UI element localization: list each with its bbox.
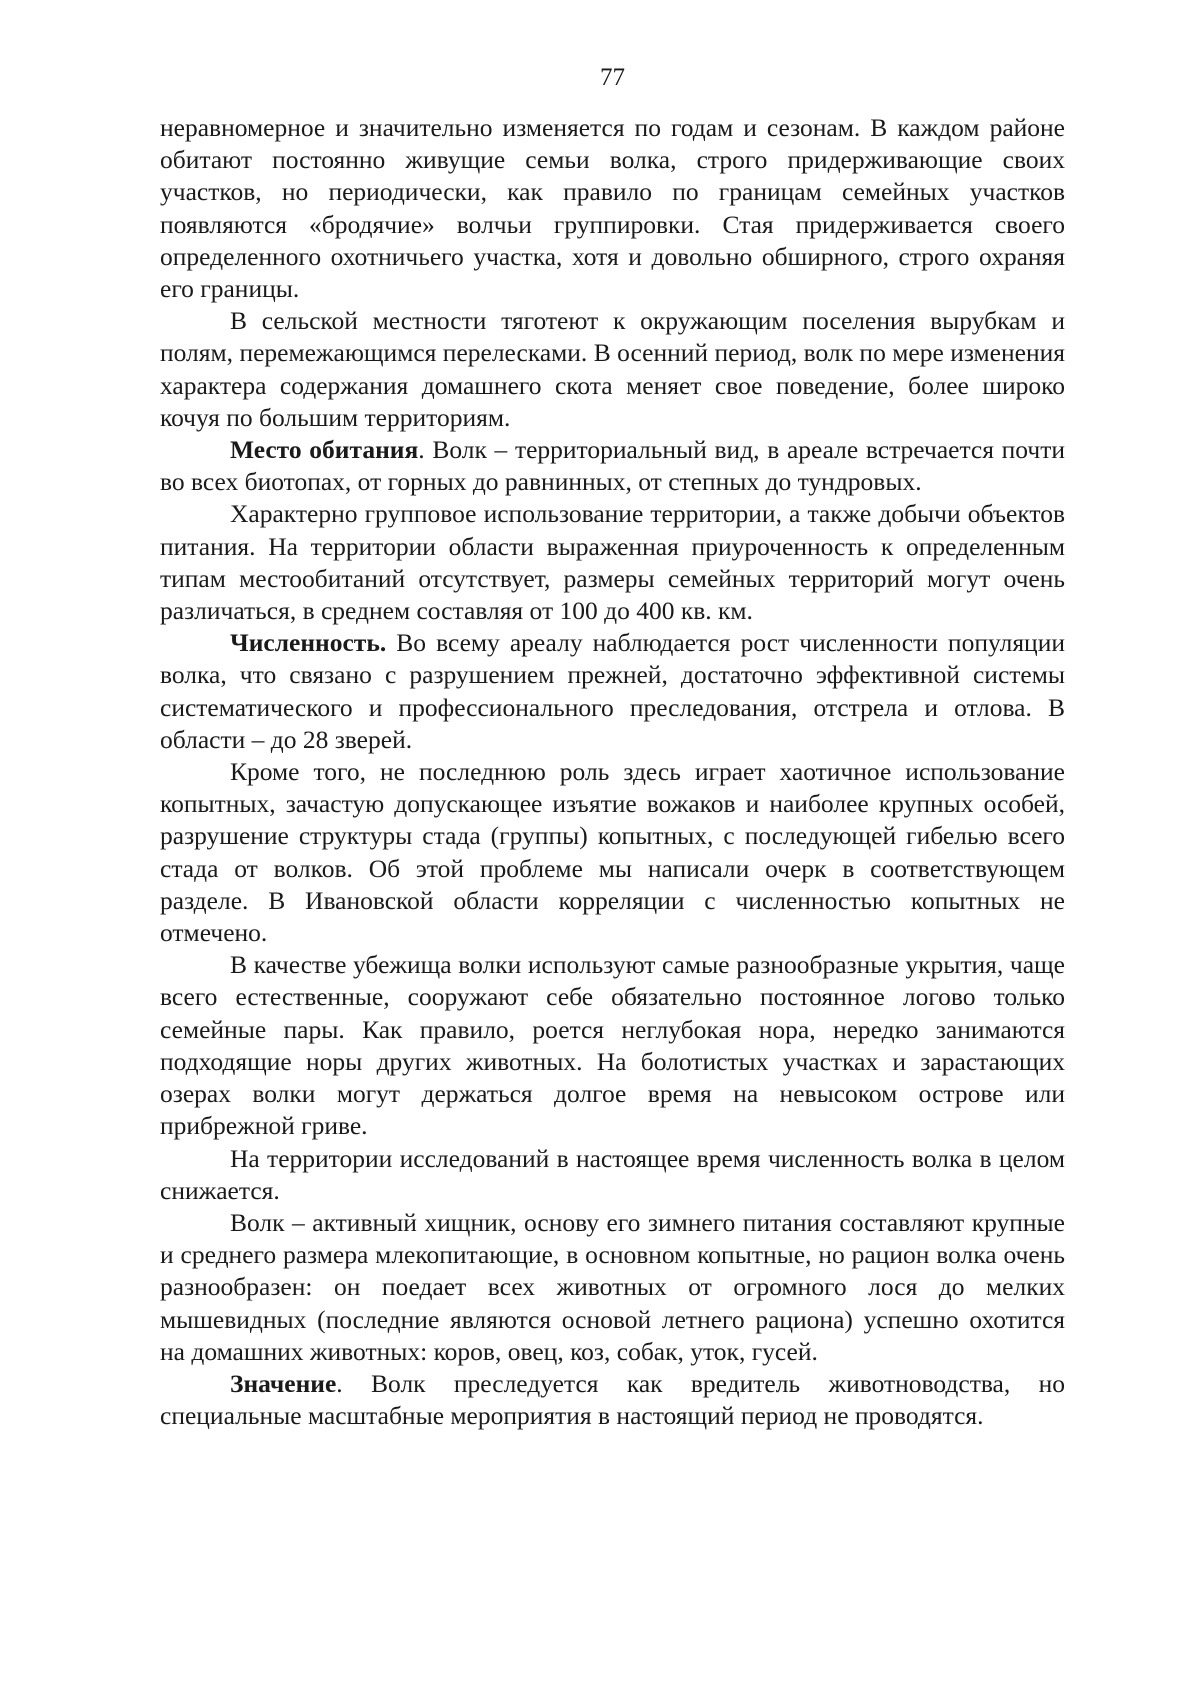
paragraph-text: Кроме того, не последнюю роль здесь играет хаотичное использование копытных, зачастую допускающее изъятие вожаков и наиболее крупных особей, разрушение структуры стада (группы) копытных, с последующей гибелью всего стада от волков. Об этой проблеме мы написали очерк в соответствующем разделе. В Ивановской области корреляции с численностью копытных не отмечено. [160, 757, 1065, 948]
paragraph-text: Характерно групповое использование территории, а также добычи объектов питания. На территории области выраженная приуроченность к определенным типам местообитаний отсутствует, размеры семейных территорий могут очень различаться, в среднем составляя от 100 до 400 кв. км. [160, 499, 1065, 626]
paragraph-text: . Волк – территориальный вид, в ареале встречается почти во всех биотопах, от горных до равнинных, от степных до тундровых. [160, 435, 1065, 497]
paragraph-text: неравномерное и значительно изменяется по годам и сезонам. В каждом районе обитают постоянно живущие семьи волка, строго придерживающие своих участков, но периодически, как правило по границам семейных участков появляются «бродячие» волчьи группировки. Стая придерживается своего определенного охотничьего участка, хотя и довольно обширного, строго охраняя его границы. [160, 113, 1065, 304]
document-page [160, 62, 1065, 1432]
section-heading-population: Численность. [230, 628, 387, 658]
paragraph-diet [160, 1207, 1065, 1368]
paragraph-territory-use [160, 498, 1065, 627]
paragraph-rural-areas [160, 305, 1065, 434]
paragraph-text: На территории исследований в настоящее время численность волка в целом снижается. [160, 1143, 1065, 1205]
paragraph-shelter [160, 949, 1065, 1142]
page-number: 77 [600, 64, 625, 91]
paragraph-text: В качестве убежища волки используют самые разнообразные укрытия, чаще всего естественные, сооружают себе обязательно постоянное логово только семейные пары. Как правило, роется неглубокая нора, нередко занимаются подходящие норы других животных. На болотистых участках и зарастающих озерах волки могут держаться долгое время на невысоком острове или прибрежной гриве. [160, 950, 1065, 1141]
section-heading-habitat: Место обитания [230, 435, 419, 465]
paragraph-text: Во всему ареалу наблюдается рост численности популяции волка, что связано с разрушением прежней, достаточно эффективной системы систематического и профессионального преследования, отстрела и отлова. В области – до 28 зверей. [160, 628, 1065, 754]
paragraph-ungulates [160, 756, 1065, 949]
paragraph-habitat [160, 434, 1065, 498]
paragraph-decline [160, 1143, 1065, 1207]
paragraph-significance [160, 1368, 1065, 1432]
section-heading-significance: Значение [230, 1368, 337, 1398]
paragraph-text: В сельской местности тяготеют к окружающим поселения вырубкам и полям, перемежающимся перелесками. В осенний период, волк по мере изменения характера содержания домашнего скота меняет свое поведение, более широко кочуя по большим территориям. [160, 306, 1065, 432]
paragraph-continuation [160, 112, 1065, 305]
paragraph-text: Волк – активный хищник, основу его зимнего питания составляют крупные и среднего размера млекопитающие, в основном копытные, но рацион волка очень разнообразен: он поедает всех животных от огромного лося до мелких мышевидных (последние являются основой летнего рациона) успешно охотится на домашних животных: коров, овец, коз, собак, уток, гусей. [160, 1207, 1065, 1366]
paragraph-population [160, 627, 1065, 756]
paragraph-text: . Волк преследуется как вредитель животноводства, но специальные масштабные мероприятия в настоящий период не проводятся. [160, 1368, 1065, 1431]
